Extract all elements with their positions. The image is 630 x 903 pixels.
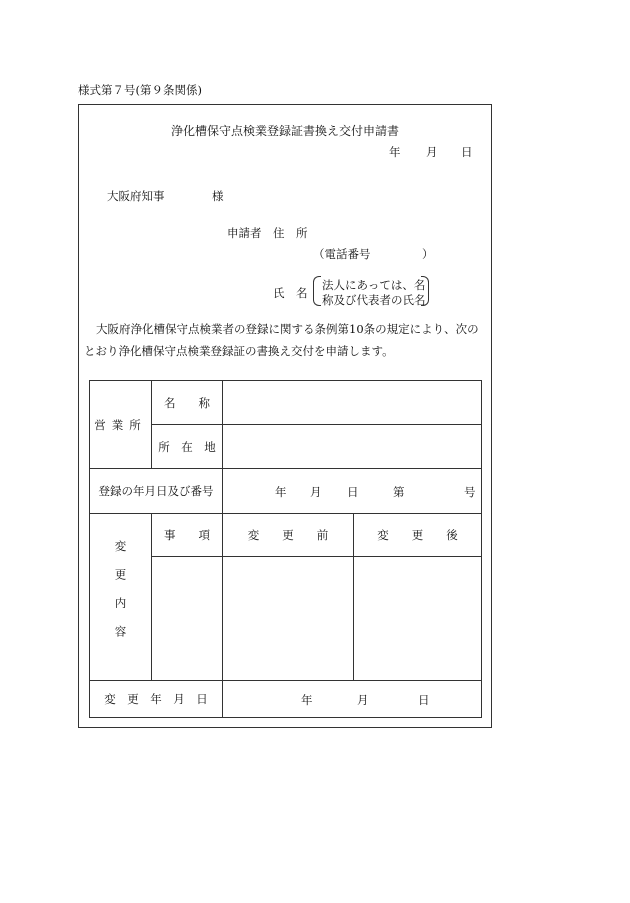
office-label-cell <box>90 381 152 469</box>
applicant-label: 申請者 <box>227 226 262 240</box>
change-day: 日 <box>418 693 430 707</box>
change-date-value[interactable] <box>223 681 482 718</box>
reg-go: 号 <box>464 485 476 499</box>
registration-label-cell <box>90 469 223 514</box>
name-note-line1: 法人にあっては、名 <box>322 278 426 292</box>
body-text-line1: 大阪府浄化槽保守点検業者の登録に関する条例第10条の規定により、次の <box>96 322 479 336</box>
before-header-cell <box>223 514 354 557</box>
form-title: 浄化槽保守点検業登録証書換え交付申請書 <box>171 124 400 138</box>
registration-value[interactable] <box>223 469 482 514</box>
reg-year: 年 <box>275 485 287 499</box>
change-content-label-cell <box>90 514 152 681</box>
change-date-label: 変 更 年 月 日 <box>104 692 208 706</box>
change-content-label: 変更内容 <box>113 540 128 654</box>
before-value[interactable] <box>223 557 354 681</box>
office-location-value[interactable] <box>223 425 482 469</box>
after-header-cell <box>354 514 482 557</box>
addressee-name: 大阪府知事 <box>107 189 165 203</box>
registration-label: 登録の年月日及び番号 <box>98 484 214 498</box>
change-date-label-cell <box>90 681 223 718</box>
location-label-cell <box>152 425 223 469</box>
office-label: 営業所 <box>94 417 147 432</box>
date-day: 日 <box>461 145 473 159</box>
item-header-cell <box>152 514 223 557</box>
reg-day: 日 <box>347 485 359 499</box>
name-note-bracket <box>313 276 429 308</box>
phone-close: ） <box>422 247 434 261</box>
date-year: 年 <box>389 145 401 159</box>
office-name-label: 名 称 <box>164 395 210 410</box>
reg-month: 月 <box>310 485 322 499</box>
item-header: 事 項 <box>164 528 210 542</box>
name-note-line2: 称及び代表者の氏名 <box>322 293 426 307</box>
date-month: 月 <box>426 145 438 159</box>
phone-label: （電話番号 <box>313 247 371 261</box>
name-label: 氏 名 <box>273 286 308 300</box>
office-location-label: 所 在 地 <box>158 439 216 454</box>
before-header: 変 更 前 <box>247 528 329 542</box>
after-header: 変 更 後 <box>377 528 458 542</box>
change-year: 年 <box>301 693 313 707</box>
after-value[interactable] <box>354 557 482 681</box>
item-value[interactable] <box>152 557 223 681</box>
addressee-honorific: 様 <box>212 189 224 203</box>
name-label-cell <box>152 381 223 425</box>
change-form-table <box>89 380 482 718</box>
change-month: 月 <box>357 693 369 707</box>
office-name-value[interactable] <box>223 381 482 425</box>
body-text-line2: とおり浄化槽保守点検業登録証の書換え交付を申請します。 <box>84 344 394 358</box>
reg-dai: 第 <box>393 485 405 499</box>
form-id: 様式第７号(第９条関係) <box>78 83 202 97</box>
address-label: 住 所 <box>273 226 308 240</box>
